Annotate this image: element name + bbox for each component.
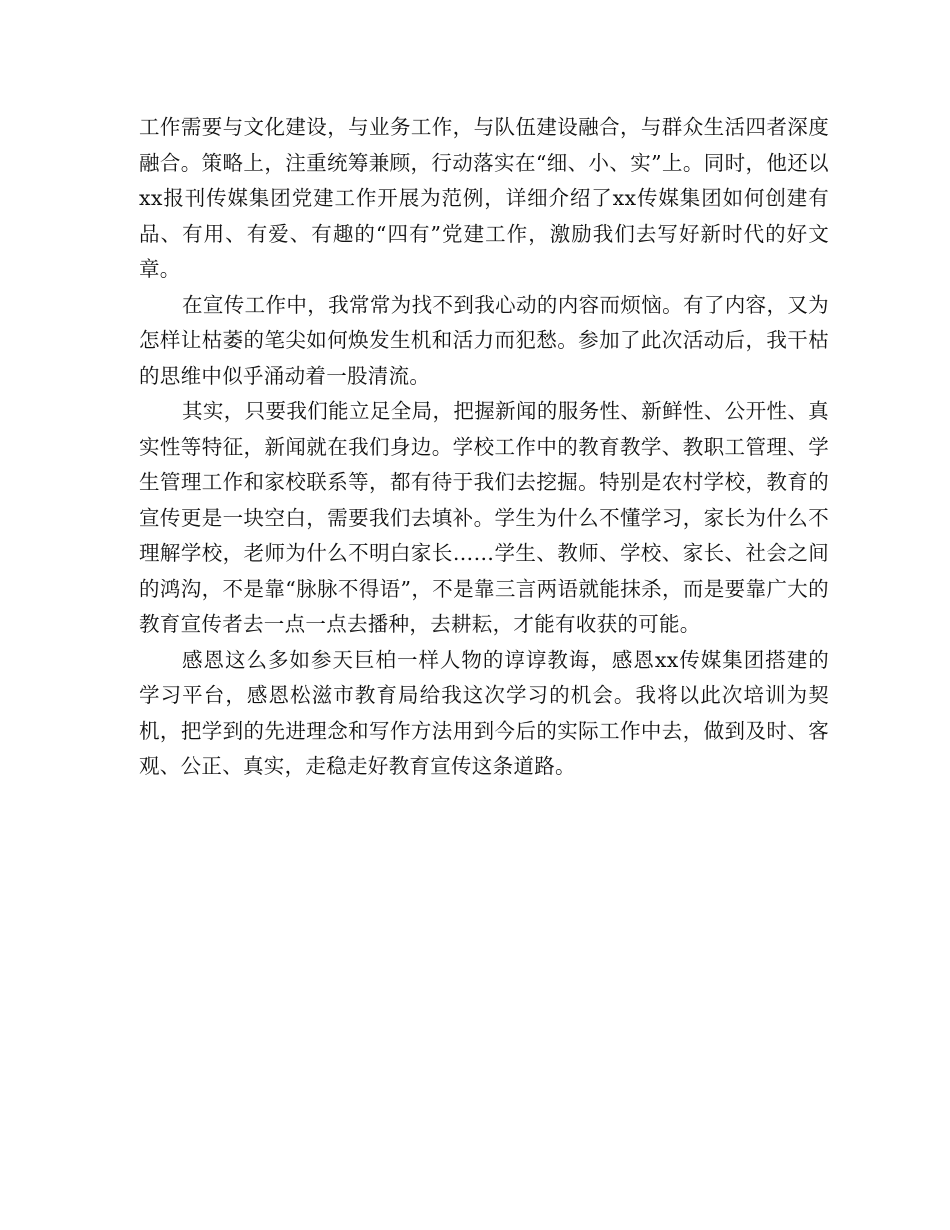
paragraph-news-around-us: 其实，只要我们能立足全局，把握新闻的服务性、新鲜性、公开性、真实性等特征，新闻就在我们身边。学校工作中的教育教学、教职工管理、学生管理工作和家校联系等，都有待于我们去挖掘。特别是农村学校，教育的宣传更是一块空白，需要我们去填补。学生为什么不懂学习，家长为什么不理解学校，老师为什么不明白家长……学生、教师、学校、家长、社会之间的鸿沟，不是靠“脉脉不得语”，不是靠三言两语就能抹杀，而是要靠广大的教育宣传者去一点一点去播种，去耕耘，才能有收获的可能。	[139, 399, 829, 636]
paragraph-continued: 工作需要与文化建设，与业务工作，与队伍建设融合，与群众生活四者深度融合。策略上，注重统筹兼顾，行动落实在“细、小、实”上。同时，他还以xx报刊传媒集团党建工作开展为范例，详细介绍了xx传媒集团如何创建有品、有用、有爱、有趣的“四有”党建工作，激励我们去写好新时代的好文章。	[139, 115, 829, 281]
document-body	[139, 110, 829, 785]
paragraph-gratitude: 感恩这么多如参天巨柏一样人物的谆谆教诲，感恩xx传媒集团搭建的学习平台，感恩松滋市教育局给我这次学习的机会。我将以此次培训为契机，把学到的先进理念和写作方法用到今后的实际工作中去，做到及时、客观、公正、真实，走稳走好教育宣传这条道路。	[139, 647, 829, 778]
paragraph-publicity-work: 在宣传工作中，我常常为找不到我心动的内容而烦恼。有了内容，又为怎样让枯萎的笔尖如何焕发生机和活力而犯愁。参加了此次活动后，我干枯的思维中似乎涌动着一股清流。	[139, 292, 829, 388]
